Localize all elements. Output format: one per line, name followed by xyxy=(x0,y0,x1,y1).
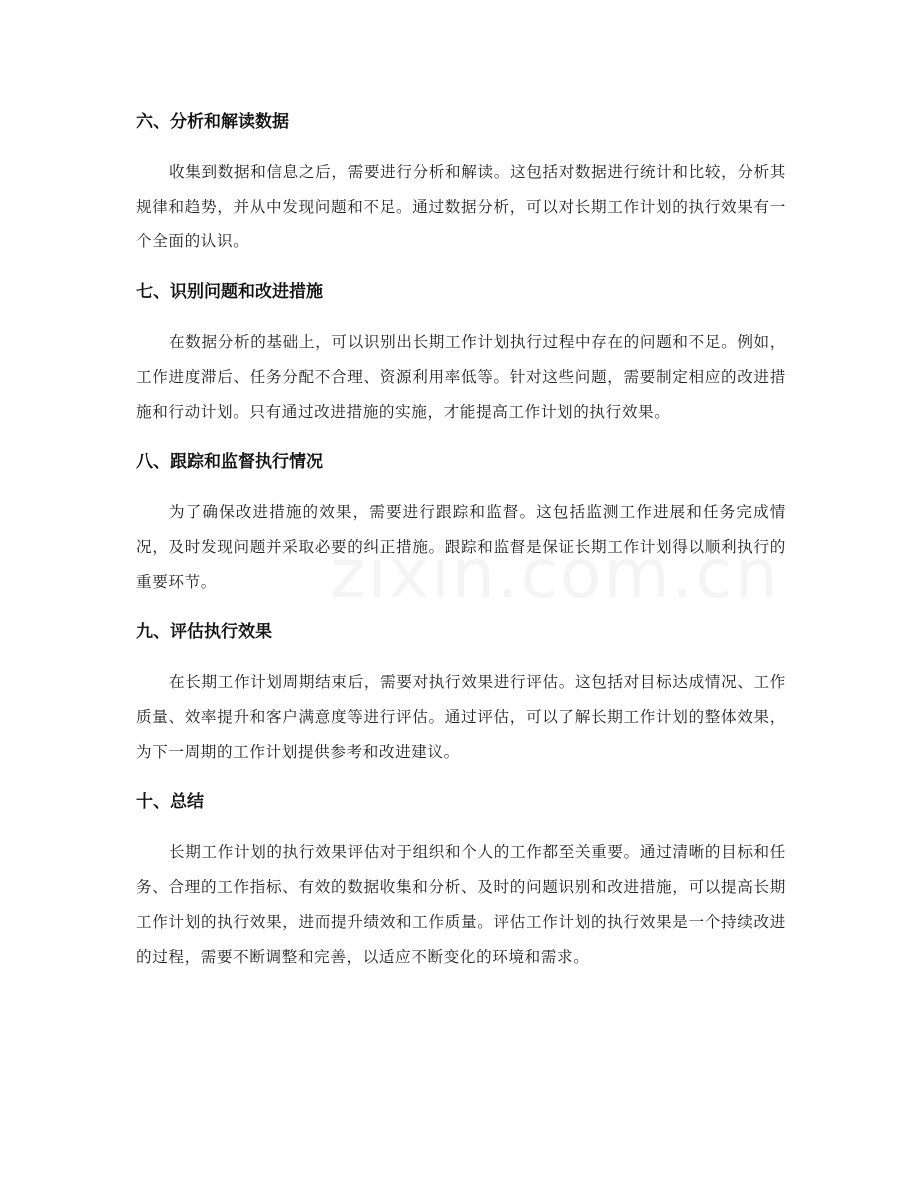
section-paragraph: 在数据分析的基础上，可以识别出长期工作计划执行过程中存在的问题和不足。例如，工作进度滞后、任务分配不合理、资源利用率低等。针对这些问题，需要制定相应的改进措施和行动计划。只有通过改进措施的实施，才能提高工作计划的执行效果。 xyxy=(136,333,786,421)
section-paragraph: 收集到数据和信息之后，需要进行分析和解读。这包括对数据进行统计和比较，分析其规律和趋势，并从中发现问题和不足。通过数据分析，可以对长期工作计划的执行效果有一个全面的认识。 xyxy=(136,163,786,251)
section-heading: 九、评估执行效果 xyxy=(136,622,272,643)
section-7 xyxy=(136,273,786,429)
section-heading: 十、总结 xyxy=(136,792,204,813)
section-paragraph: 长期工作计划的执行效果评估对于组织和个人的工作都至关重要。通过清晰的目标和任务、合理的工作指标、有效的数据收集和分析、及时的问题识别和改进措施，可以提高长期工作计划的执行效果，进而提升绩效和工作质量。评估工作计划的执行效果是一个持续改进的过程，需要不断调整和完善，以适应不断变化的环境和需求。 xyxy=(136,843,786,966)
section-paragraph: 为了确保改进措施的效果，需要进行跟踪和监督。这包括监测工作进展和任务完成情况，及时发现问题并采取必要的纠正措施。跟踪和监督是保证长期工作计划得以顺利执行的重要环节。 xyxy=(136,503,786,591)
section-6 xyxy=(136,103,786,259)
section-heading: 七、识别问题和改进措施 xyxy=(136,282,323,303)
document-body xyxy=(136,103,786,988)
section-heading: 八、跟踪和监督执行情况 xyxy=(136,452,323,473)
section-8 xyxy=(136,443,786,599)
section-10 xyxy=(136,783,786,974)
section-9 xyxy=(136,613,786,769)
section-heading: 六、分析和解读数据 xyxy=(136,112,289,132)
section-paragraph: 在长期工作计划周期结束后，需要对执行效果进行评估。这包括对目标达成情况、工作质量、效率提升和客户满意度等进行评估。通过评估，可以了解长期工作计划的整体效果，为下一周期的工作计划提供参考和改进建议。 xyxy=(136,673,786,761)
